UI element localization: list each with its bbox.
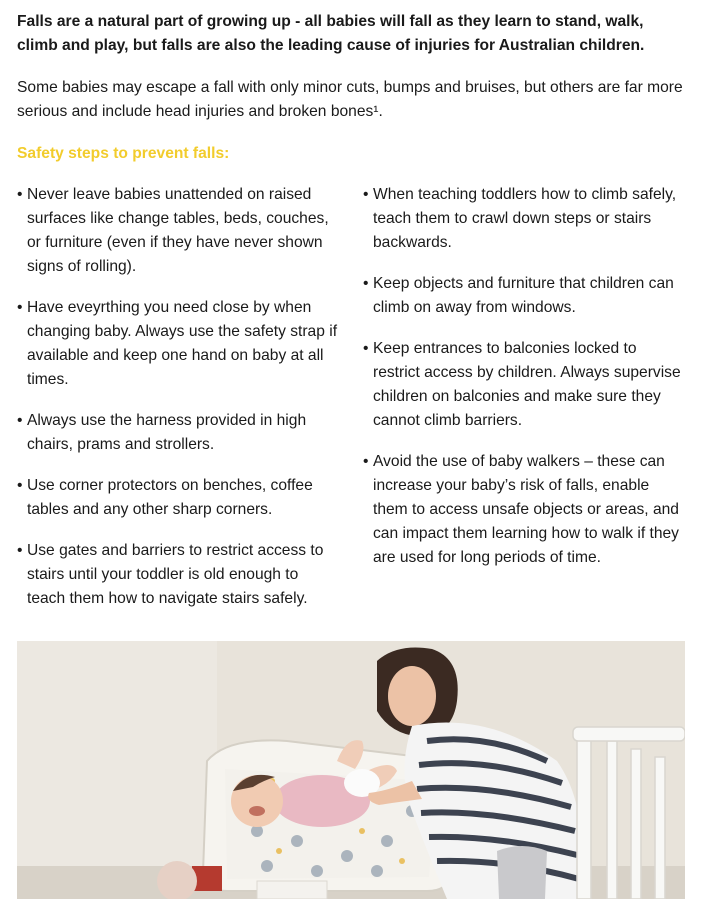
list-item: • Keep entrances to balconies locked to restrict access by children. Always supervise children on balconies and make sure they cannot climb barriers. [363,337,685,433]
list-item: • Avoid the use of baby walkers – these can increase your baby’s risk of falls, enable them to access unsafe objects or areas, and can impact them learning how to walk if they are used for long periods of time. [363,450,685,570]
list-item: • When teaching toddlers how to climb safely, teach them to crawl down steps or stairs backwards. [363,183,685,255]
bullet-icon: • [17,186,23,203]
bullet-icon: • [17,542,23,559]
left-bullet-list [17,183,339,628]
list-item: • Never leave babies unattended on raised surfaces like change tables, beds, couches, or furniture (even if they have never shown signs of rolling). [17,183,339,279]
list-item: • Have eveyrthing you need close by when changing baby. Always use the safety strap if available and keep one hand on baby at all times. [17,296,339,392]
right-bullet-list [363,183,685,587]
bullet-icon: • [17,412,23,429]
list-item: • Keep objects and furniture that children can climb on away from windows. [363,272,685,320]
bullet-icon: • [363,340,369,357]
bullet-icon: • [17,477,23,494]
list-item: • Always use the harness provided in high chairs, prams and strollers. [17,409,339,457]
bullet-icon: • [17,299,23,316]
intro-text: Falls are a natural part of growing up - all babies will fall as they learn to stand, walk, climb and play, but falls are also the leading cause of injuries for Australian children. [17,13,645,54]
bullet-icon: • [363,453,369,470]
list-item: • Use corner protectors on benches, coffee tables and any other sharp corners. [17,474,339,522]
body-paragraph: Some babies may escape a fall with only minor cuts, bumps and bruises, but others are far more serious and include head injuries and broken bones¹. [17,79,683,120]
bullet-icon: • [363,275,369,292]
safety-heading: Safety steps to prevent falls: [17,145,230,162]
bullet-icon: • [363,186,369,203]
list-item: • Use gates and barriers to restrict access to stairs until your toddler is old enough to teach them how to navigate stairs safely. [17,539,339,611]
parent-changing-baby-photo [17,641,685,899]
